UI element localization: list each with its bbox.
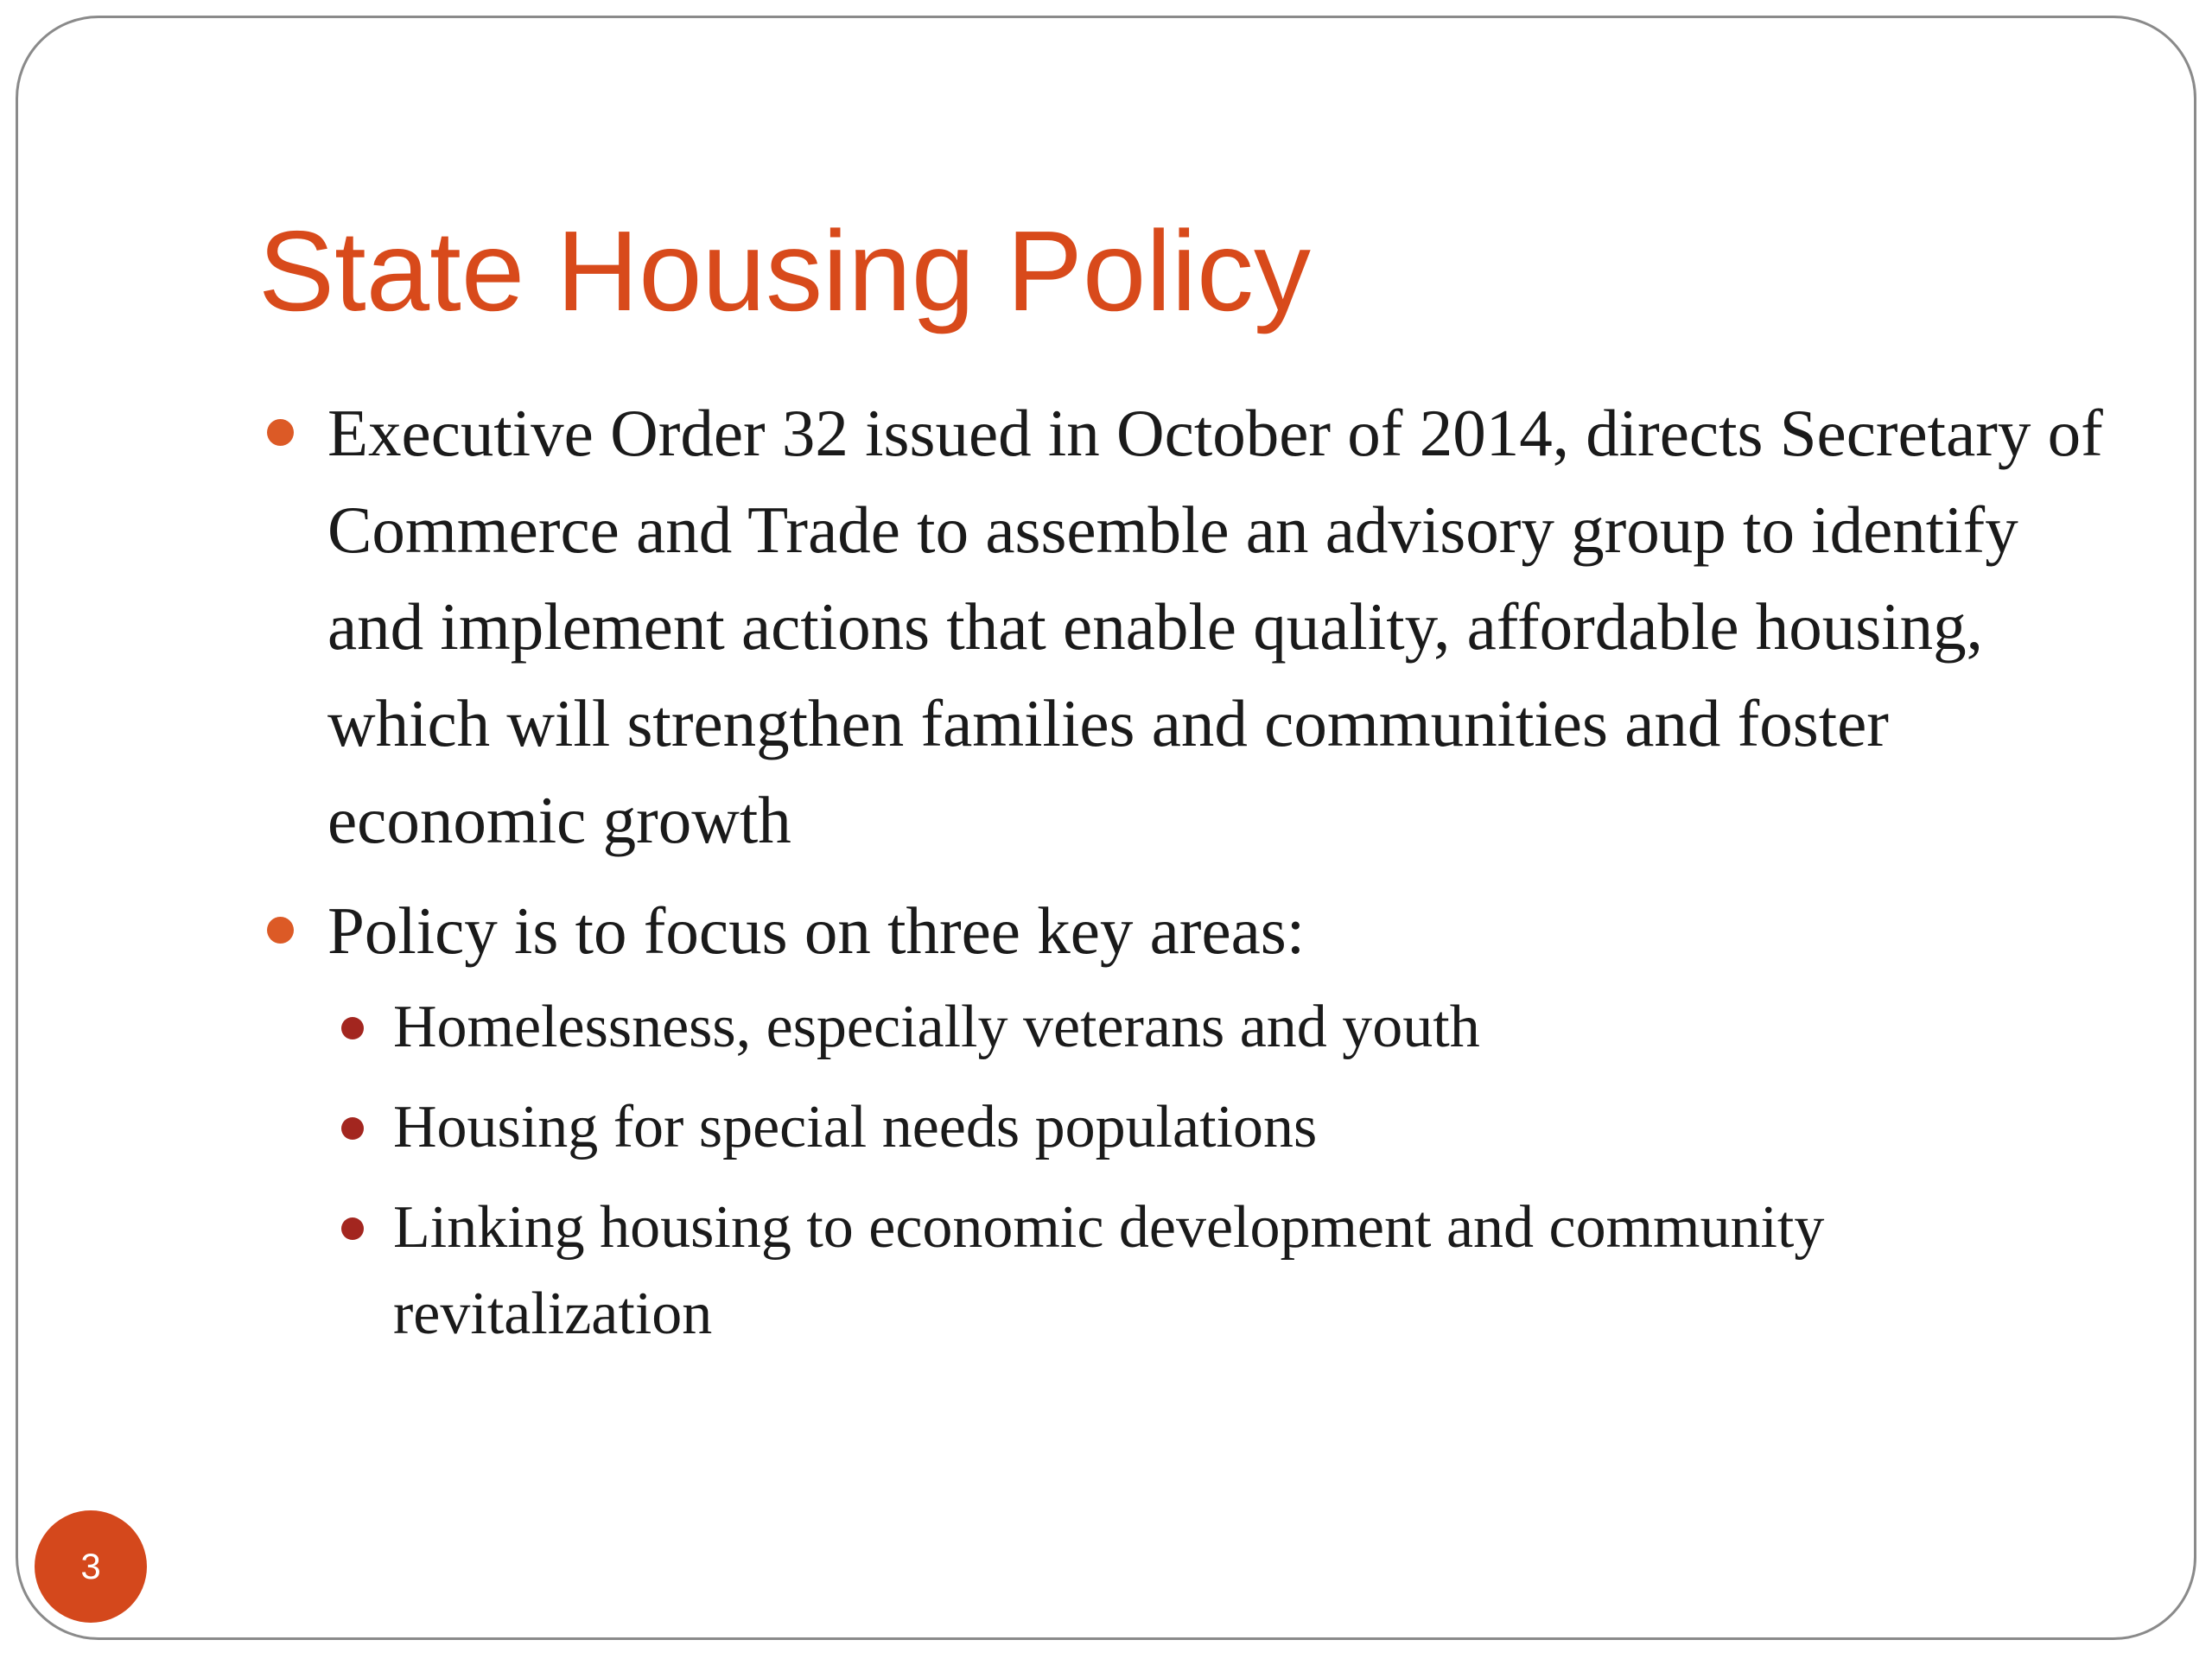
bullet-dot-icon: [267, 419, 294, 446]
bullet-item-policy-focus: [327, 882, 2107, 1357]
sub-bullet-item-economic-development: [393, 1185, 2107, 1357]
bullet-text: Executive Order 32 issued in October of 2014, directs Secretary of Commerce and Trade to assemble an advisory group to identify and implement actions that enable quality, affordable housing, which will strengthen families and communities and foster economic growth: [327, 396, 2103, 857]
sub-bullet-text: Homelessness, especially veterans and youth: [393, 994, 1480, 1060]
sub-bullet-text: Linking housing to economic development and community revitalization: [393, 1194, 1825, 1347]
sub-bullet-list: [327, 984, 2107, 1357]
slide-frame: [16, 16, 2196, 1640]
slide-title: State Housing Policy: [258, 207, 1311, 334]
sub-bullet-item-homelessness: [393, 984, 2107, 1071]
bullet-list: [327, 385, 2107, 1357]
page-number-badge: 3: [35, 1510, 147, 1623]
sub-bullet-dot-icon: [341, 1217, 364, 1240]
sub-bullet-text: Housing for special needs populations: [393, 1094, 1318, 1160]
sub-bullet-dot-icon: [341, 1017, 364, 1039]
sub-bullet-dot-icon: [341, 1117, 364, 1140]
bullet-item-executive-order: [327, 385, 2107, 868]
sub-bullet-item-special-needs: [393, 1084, 2107, 1171]
bullet-dot-icon: [267, 917, 294, 944]
bullet-text: Policy is to focus on three key areas:: [327, 893, 1306, 968]
